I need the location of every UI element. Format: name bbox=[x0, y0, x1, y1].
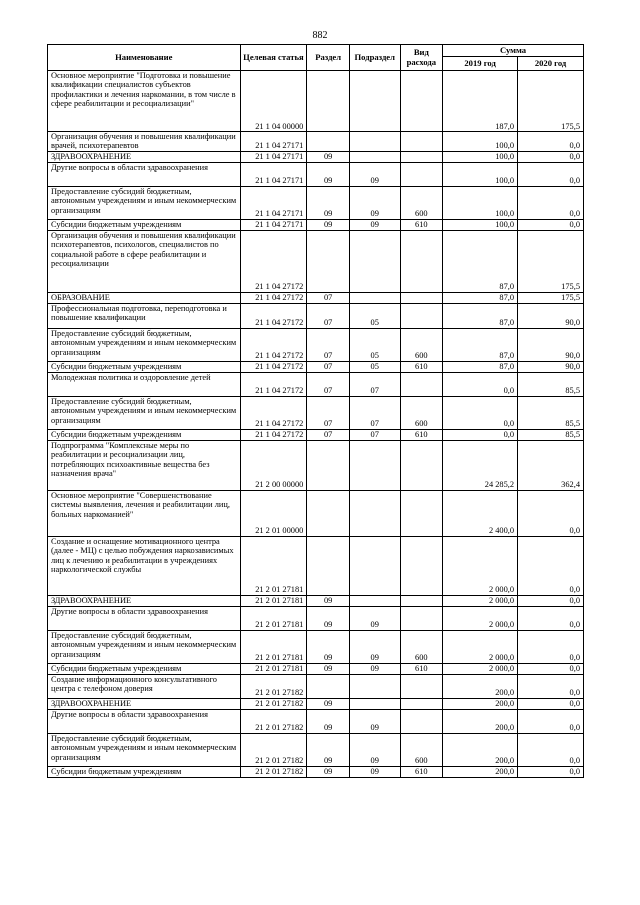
row-name: Организация обучения и повышения квалификации врачей, психотерапевтов bbox=[48, 132, 241, 152]
row-subsection: 07 bbox=[349, 429, 400, 440]
row-name: Другие вопросы в области здравоохранения bbox=[48, 606, 241, 630]
row-sum-2019: 0,0 bbox=[443, 396, 518, 429]
row-name: Субсидии бюджетным учреждениям bbox=[48, 663, 241, 674]
row-name: ЗДРАВООХРАНЕНИЕ bbox=[48, 595, 241, 606]
row-sum-2019: 87,0 bbox=[443, 303, 518, 328]
row-sum-2020: 0,0 bbox=[518, 663, 584, 674]
row-sum-2019: 200,0 bbox=[443, 674, 518, 698]
row-subsection bbox=[349, 292, 400, 303]
row-section: 07 bbox=[307, 372, 350, 396]
row-sum-2020: 0,0 bbox=[518, 698, 584, 709]
row-section bbox=[307, 536, 350, 595]
row-expense-type: 610 bbox=[400, 361, 443, 372]
row-sum-2020: 362,4 bbox=[518, 440, 584, 490]
row-section: 09 bbox=[307, 151, 350, 162]
row-sum-2019: 200,0 bbox=[443, 733, 518, 766]
table-row bbox=[48, 733, 584, 766]
row-target-code: 21 2 01 27181 bbox=[240, 536, 307, 595]
row-sum-2019: 0,0 bbox=[443, 372, 518, 396]
row-sum-2020: 0,0 bbox=[518, 186, 584, 219]
row-target-code: 21 2 01 27182 bbox=[240, 733, 307, 766]
table-row bbox=[48, 698, 584, 709]
row-sum-2019: 87,0 bbox=[443, 292, 518, 303]
table-row bbox=[48, 361, 584, 372]
row-sum-2019: 2 000,0 bbox=[443, 595, 518, 606]
row-subsection: 07 bbox=[349, 372, 400, 396]
row-target-code: 21 2 00 00000 bbox=[240, 440, 307, 490]
row-subsection: 09 bbox=[349, 606, 400, 630]
row-expense-type: 600 bbox=[400, 328, 443, 361]
row-section: 09 bbox=[307, 219, 350, 230]
table-row bbox=[48, 396, 584, 429]
table-row bbox=[48, 292, 584, 303]
row-name: ОБРАЗОВАНИЕ bbox=[48, 292, 241, 303]
row-expense-type bbox=[400, 709, 443, 733]
row-expense-type bbox=[400, 71, 443, 132]
row-expense-type bbox=[400, 606, 443, 630]
row-section bbox=[307, 132, 350, 152]
table-row bbox=[48, 766, 584, 777]
header-target: Целевая статья bbox=[240, 45, 307, 71]
row-sum-2020: 0,0 bbox=[518, 151, 584, 162]
row-expense-type bbox=[400, 132, 443, 152]
row-expense-type: 600 bbox=[400, 186, 443, 219]
row-name: Профессиональная подготовка, переподготовка и повышение квалификации bbox=[48, 303, 241, 328]
row-section: 07 bbox=[307, 292, 350, 303]
budget-table bbox=[47, 44, 584, 778]
page-number: 882 bbox=[312, 30, 328, 41]
row-target-code: 21 1 04 27171 bbox=[240, 186, 307, 219]
row-subsection: 05 bbox=[349, 361, 400, 372]
row-sum-2020: 0,0 bbox=[518, 630, 584, 663]
table-row bbox=[48, 536, 584, 595]
row-subsection: 05 bbox=[349, 328, 400, 361]
row-target-code: 21 2 01 27182 bbox=[240, 709, 307, 733]
row-name: Подпрограмма "Комплексные меры по реабилитации и ресоциализации лиц, потребляющих психоактивные вещества без назначения врача" bbox=[48, 440, 241, 490]
row-name: Основное мероприятие "Совершенствование системы выявления, лечения и реабилитации лиц, больных наркоманией" bbox=[48, 490, 241, 536]
header-sum: Сумма bbox=[443, 45, 584, 57]
row-subsection bbox=[349, 151, 400, 162]
table-row bbox=[48, 606, 584, 630]
row-sum-2019: 100,0 bbox=[443, 132, 518, 152]
row-target-code: 21 1 04 27172 bbox=[240, 328, 307, 361]
table-row bbox=[48, 328, 584, 361]
row-section: 09 bbox=[307, 186, 350, 219]
row-sum-2019: 2 000,0 bbox=[443, 606, 518, 630]
row-subsection bbox=[349, 595, 400, 606]
row-section bbox=[307, 674, 350, 698]
row-name: Субсидии бюджетным учреждениям bbox=[48, 219, 241, 230]
row-expense-type bbox=[400, 490, 443, 536]
row-target-code: 21 1 04 27172 bbox=[240, 292, 307, 303]
row-sum-2019: 200,0 bbox=[443, 709, 518, 733]
row-name: Субсидии бюджетным учреждениям bbox=[48, 429, 241, 440]
row-expense-type bbox=[400, 151, 443, 162]
table-row bbox=[48, 372, 584, 396]
header-section: Раздел bbox=[307, 45, 350, 71]
row-name: Создание информационного консультативного центра с телефоном доверия bbox=[48, 674, 241, 698]
row-name: Создание и оснащение мотивационного центра (далее - МЦ) с целью побуждения наркозависимых лиц к лечению и реабилитации в учреждениях наркологической службы bbox=[48, 536, 241, 595]
row-name: ЗДРАВООХРАНЕНИЕ bbox=[48, 698, 241, 709]
table-row bbox=[48, 630, 584, 663]
header-year-2019: 2019 год bbox=[443, 57, 518, 71]
row-sum-2019: 200,0 bbox=[443, 766, 518, 777]
row-sum-2020: 0,0 bbox=[518, 709, 584, 733]
row-section bbox=[307, 230, 350, 292]
row-expense-type bbox=[400, 230, 443, 292]
row-name: Молодежная политика и оздоровление детей bbox=[48, 372, 241, 396]
row-sum-2019: 187,0 bbox=[443, 71, 518, 132]
row-sum-2019: 100,0 bbox=[443, 219, 518, 230]
row-section bbox=[307, 490, 350, 536]
row-expense-type: 600 bbox=[400, 733, 443, 766]
row-sum-2019: 2 000,0 bbox=[443, 663, 518, 674]
row-subsection: 09 bbox=[349, 766, 400, 777]
header-name: Наименование bbox=[48, 45, 241, 71]
row-expense-type: 610 bbox=[400, 766, 443, 777]
row-section: 09 bbox=[307, 698, 350, 709]
row-expense-type: 610 bbox=[400, 429, 443, 440]
row-section: 07 bbox=[307, 303, 350, 328]
row-target-code: 21 2 01 00000 bbox=[240, 490, 307, 536]
row-target-code: 21 1 04 27171 bbox=[240, 151, 307, 162]
row-name: ЗДРАВООХРАНЕНИЕ bbox=[48, 151, 241, 162]
row-subsection bbox=[349, 132, 400, 152]
row-subsection: 09 bbox=[349, 733, 400, 766]
row-sum-2019: 2 000,0 bbox=[443, 536, 518, 595]
row-section: 07 bbox=[307, 396, 350, 429]
row-subsection: 09 bbox=[349, 219, 400, 230]
row-target-code: 21 2 01 27182 bbox=[240, 766, 307, 777]
row-sum-2020: 0,0 bbox=[518, 733, 584, 766]
row-target-code: 21 1 04 27171 bbox=[240, 219, 307, 230]
table-row bbox=[48, 151, 584, 162]
row-sum-2019: 100,0 bbox=[443, 186, 518, 219]
row-target-code: 21 2 01 27181 bbox=[240, 663, 307, 674]
row-subsection: 09 bbox=[349, 186, 400, 219]
row-sum-2019: 0,0 bbox=[443, 429, 518, 440]
row-name: Организация обучения и повышения квалификации психотерапевтов, психологов, специалистов по социальной работе в сфере реабилитации и ресоциализации bbox=[48, 230, 241, 292]
row-sum-2020: 90,0 bbox=[518, 361, 584, 372]
row-sum-2019: 200,0 bbox=[443, 698, 518, 709]
table-body bbox=[48, 71, 584, 778]
row-subsection: 09 bbox=[349, 663, 400, 674]
row-section: 09 bbox=[307, 766, 350, 777]
row-expense-type: 610 bbox=[400, 663, 443, 674]
row-expense-type: 600 bbox=[400, 630, 443, 663]
row-target-code: 21 1 04 27171 bbox=[240, 162, 307, 186]
row-subsection: 09 bbox=[349, 162, 400, 186]
row-subsection bbox=[349, 698, 400, 709]
row-target-code: 21 1 04 27172 bbox=[240, 361, 307, 372]
row-sum-2020: 175,5 bbox=[518, 292, 584, 303]
row-sum-2019: 87,0 bbox=[443, 328, 518, 361]
table-row bbox=[48, 230, 584, 292]
row-subsection: 09 bbox=[349, 709, 400, 733]
row-sum-2019: 87,0 bbox=[443, 230, 518, 292]
row-target-code: 21 1 04 27172 bbox=[240, 429, 307, 440]
row-expense-type bbox=[400, 372, 443, 396]
row-expense-type bbox=[400, 536, 443, 595]
header-expense-type: Вид расхода bbox=[400, 45, 443, 71]
row-subsection bbox=[349, 674, 400, 698]
row-subsection bbox=[349, 490, 400, 536]
row-target-code: 21 2 01 27181 bbox=[240, 606, 307, 630]
row-expense-type bbox=[400, 595, 443, 606]
row-sum-2020: 90,0 bbox=[518, 303, 584, 328]
row-subsection: 05 bbox=[349, 303, 400, 328]
row-sum-2019: 24 285,2 bbox=[443, 440, 518, 490]
table-row bbox=[48, 440, 584, 490]
row-name: Предоставление субсидий бюджетным, автономным учреждениям и иным некоммерческим организациям bbox=[48, 328, 241, 361]
row-sum-2020: 0,0 bbox=[518, 536, 584, 595]
row-section: 07 bbox=[307, 328, 350, 361]
row-target-code: 21 1 04 27172 bbox=[240, 396, 307, 429]
row-target-code: 21 2 01 27182 bbox=[240, 674, 307, 698]
row-section: 09 bbox=[307, 709, 350, 733]
row-section: 09 bbox=[307, 733, 350, 766]
row-name: Предоставление субсидий бюджетным, автономным учреждениям и иным некоммерческим организациям bbox=[48, 186, 241, 219]
row-name: Предоставление субсидий бюджетным, автономным учреждениям и иным некоммерческим организациям bbox=[48, 733, 241, 766]
row-sum-2020: 0,0 bbox=[518, 162, 584, 186]
row-sum-2020: 0,0 bbox=[518, 219, 584, 230]
row-expense-type: 610 bbox=[400, 219, 443, 230]
header-subsection: Подраздел bbox=[349, 45, 400, 71]
row-subsection: 07 bbox=[349, 396, 400, 429]
row-sum-2020: 0,0 bbox=[518, 595, 584, 606]
row-sum-2020: 90,0 bbox=[518, 328, 584, 361]
table-row bbox=[48, 162, 584, 186]
row-sum-2020: 0,0 bbox=[518, 490, 584, 536]
row-name: Другие вопросы в области здравоохранения bbox=[48, 709, 241, 733]
row-sum-2019: 2 400,0 bbox=[443, 490, 518, 536]
row-sum-2020: 0,0 bbox=[518, 766, 584, 777]
row-target-code: 21 2 01 27181 bbox=[240, 595, 307, 606]
row-sum-2020: 85,5 bbox=[518, 429, 584, 440]
header-year-2020: 2020 год bbox=[518, 57, 584, 71]
table-row bbox=[48, 71, 584, 132]
row-sum-2020: 175,5 bbox=[518, 230, 584, 292]
table-row bbox=[48, 674, 584, 698]
row-section: 09 bbox=[307, 162, 350, 186]
table-row bbox=[48, 303, 584, 328]
row-name: Предоставление субсидий бюджетным, автономным учреждениям и иным некоммерческим организациям bbox=[48, 396, 241, 429]
row-name: Другие вопросы в области здравоохранения bbox=[48, 162, 241, 186]
row-section: 09 bbox=[307, 606, 350, 630]
row-name: Основное мероприятие "Подготовка и повышение квалификации специалистов субъектов профилактики и лечения наркомании, в том числе в сфере реабилитации и ресоциализации" bbox=[48, 71, 241, 132]
row-section bbox=[307, 71, 350, 132]
row-sum-2020: 0,0 bbox=[518, 132, 584, 152]
row-section: 09 bbox=[307, 663, 350, 674]
row-section: 09 bbox=[307, 595, 350, 606]
row-subsection: 09 bbox=[349, 630, 400, 663]
table-row bbox=[48, 663, 584, 674]
row-sum-2019: 100,0 bbox=[443, 151, 518, 162]
row-target-code: 21 1 04 27172 bbox=[240, 230, 307, 292]
row-expense-type bbox=[400, 698, 443, 709]
row-name: Предоставление субсидий бюджетным, автономным учреждениям и иным некоммерческим организациям bbox=[48, 630, 241, 663]
row-expense-type bbox=[400, 162, 443, 186]
table-header bbox=[48, 45, 584, 71]
row-target-code: 21 2 01 27182 bbox=[240, 698, 307, 709]
row-target-code: 21 1 04 27172 bbox=[240, 303, 307, 328]
row-name: Субсидии бюджетным учреждениям bbox=[48, 361, 241, 372]
row-section bbox=[307, 440, 350, 490]
row-expense-type bbox=[400, 303, 443, 328]
table-row bbox=[48, 186, 584, 219]
row-sum-2019: 87,0 bbox=[443, 361, 518, 372]
row-name: Субсидии бюджетным учреждениям bbox=[48, 766, 241, 777]
row-sum-2020: 175,5 bbox=[518, 71, 584, 132]
row-sum-2020: 0,0 bbox=[518, 674, 584, 698]
row-sum-2020: 0,0 bbox=[518, 606, 584, 630]
row-subsection bbox=[349, 440, 400, 490]
row-target-code: 21 2 01 27181 bbox=[240, 630, 307, 663]
row-sum-2019: 100,0 bbox=[443, 162, 518, 186]
row-expense-type bbox=[400, 440, 443, 490]
table-row bbox=[48, 429, 584, 440]
row-target-code: 21 1 04 27172 bbox=[240, 372, 307, 396]
row-section: 07 bbox=[307, 429, 350, 440]
row-sum-2020: 85,5 bbox=[518, 372, 584, 396]
table-row bbox=[48, 490, 584, 536]
table-row bbox=[48, 219, 584, 230]
row-subsection bbox=[349, 71, 400, 132]
table-row bbox=[48, 595, 584, 606]
table-row bbox=[48, 132, 584, 152]
row-subsection bbox=[349, 536, 400, 595]
row-section: 07 bbox=[307, 361, 350, 372]
row-section: 09 bbox=[307, 630, 350, 663]
row-target-code: 21 1 04 27171 bbox=[240, 132, 307, 152]
row-sum-2019: 2 000,0 bbox=[443, 630, 518, 663]
row-expense-type bbox=[400, 292, 443, 303]
row-expense-type bbox=[400, 674, 443, 698]
row-subsection bbox=[349, 230, 400, 292]
row-target-code: 21 1 04 00000 bbox=[240, 71, 307, 132]
row-sum-2020: 85,5 bbox=[518, 396, 584, 429]
row-expense-type: 600 bbox=[400, 396, 443, 429]
table-row bbox=[48, 709, 584, 733]
